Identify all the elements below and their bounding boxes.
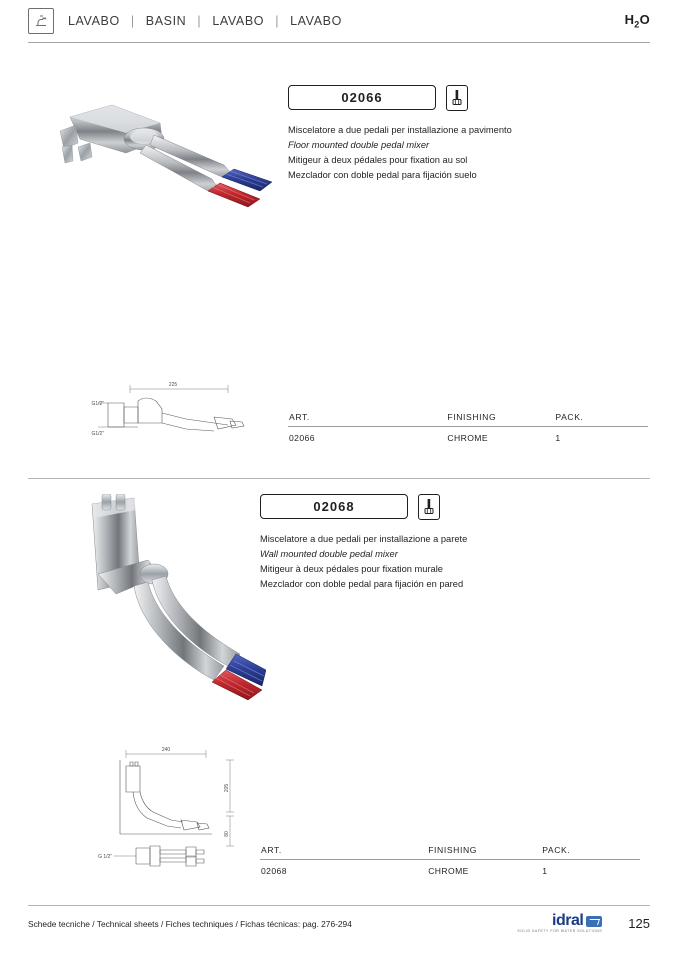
water-label: [625, 12, 650, 30]
spec-table-02068: [260, 844, 640, 877]
column-header-art: ART.: [288, 411, 446, 427]
technical-drawing-02066: [78, 373, 258, 458]
description-it: Miscelatore a due pedali per installazione a pavimento: [288, 125, 512, 135]
dimension-205: 205: [224, 783, 230, 793]
cell-pack: 1: [555, 433, 561, 443]
cell-art: 02066: [289, 433, 315, 443]
faucet-icon: [28, 8, 54, 34]
cell-finishing: CHROME: [428, 866, 469, 876]
table-header-row: [260, 844, 640, 860]
table-row: [288, 427, 648, 445]
cell-pack: 1: [542, 866, 548, 876]
water-label-o: O: [639, 12, 650, 28]
dimension-g12-bottom: G1/2”: [91, 431, 104, 437]
description-en: Floor mounted double pedal mixer: [288, 140, 430, 150]
dimension-g12-top: G1/2”: [91, 401, 104, 407]
breadcrumb-separator: |: [130, 14, 135, 28]
description-fr: Mitigeur à deux pédales pour fixation murale: [260, 564, 443, 574]
product-block-02066: [28, 43, 650, 463]
column-header-pack: PACK.: [554, 411, 648, 427]
column-header-finishing: FINISHING: [446, 411, 554, 427]
double-pedal-icon: [418, 494, 440, 520]
cell-art: 02068: [261, 866, 287, 876]
dimension-225: 225: [168, 382, 178, 388]
section-divider: [28, 478, 650, 479]
description-es: Mezclador con doble pedal para fijación suelo: [288, 170, 477, 180]
spec-table-02066: [288, 411, 648, 444]
breadcrumb-item-3: LAVABO: [212, 14, 265, 28]
dimension-80: 80: [224, 831, 230, 837]
table-row: [260, 860, 640, 878]
breadcrumb-separator: |: [197, 14, 202, 28]
column-header-finishing: FINISHING: [427, 844, 541, 860]
cell-finishing: CHROME: [447, 433, 488, 443]
footer-divider: [28, 905, 650, 906]
dimension-g12: G 1/2”: [98, 854, 112, 860]
breadcrumb: [68, 14, 342, 28]
table-header-row: [288, 411, 648, 427]
product-photo-02066: [42, 87, 272, 217]
product-code: 02068: [260, 494, 408, 519]
product-description-list: [288, 123, 648, 183]
column-header-pack: PACK.: [541, 844, 640, 860]
description-es: Mezclador con doble pedal para fijación en pared: [260, 579, 464, 589]
product-description-list: [260, 532, 640, 592]
description-it: Miscelatore a due pedali per installazione a parete: [260, 534, 468, 544]
page-header: [28, 0, 650, 43]
product-photo-02068: [36, 494, 266, 714]
description-en: Wall mounted double pedal mixer: [260, 549, 398, 559]
footer-note: Schede tecniche / Technical sheets / Fiches techniques / Fichas técnicas: pag. 276-294: [28, 918, 352, 929]
water-label-2: 2: [634, 19, 640, 30]
water-label-h: H: [624, 12, 635, 28]
product-block-02068: [28, 486, 650, 886]
logo-text: idral: [552, 912, 584, 929]
breadcrumb-item-4: LAVABO: [290, 14, 342, 28]
column-header-art: ART.: [260, 844, 427, 860]
breadcrumb-separator: |: [275, 14, 280, 28]
description-fr: Mitigeur à deux pédales pour fixation au sol: [288, 155, 468, 165]
breadcrumb-item-2: BASIN: [145, 14, 187, 28]
logo-tagline: SOLID SAFETY FOR WATER SOLUTIONS: [517, 929, 603, 933]
dimension-240: 240: [161, 747, 171, 753]
technical-drawing-02068: [78, 736, 268, 881]
brand-logo: [517, 914, 602, 933]
product-info-02068: [260, 494, 640, 592]
double-pedal-icon: [446, 85, 468, 111]
product-info-02066: [288, 85, 648, 183]
page-footer: [28, 905, 650, 933]
page-number: 125: [628, 916, 650, 931]
product-code: 02066: [288, 85, 436, 110]
logo-mark-icon: [586, 916, 602, 927]
breadcrumb-item-1: LAVABO: [68, 14, 120, 28]
